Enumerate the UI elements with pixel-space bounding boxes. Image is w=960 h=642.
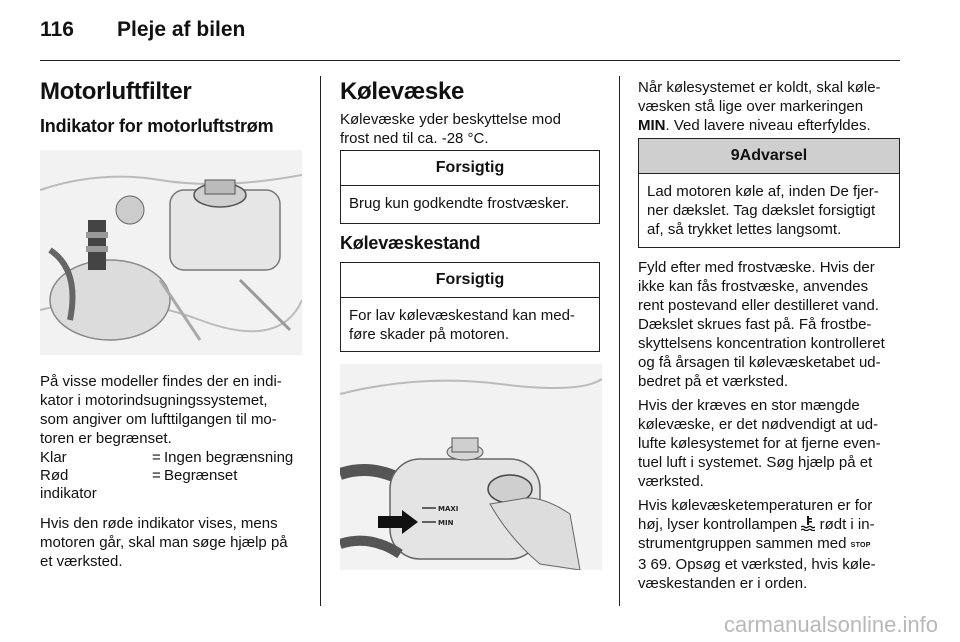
bleed-paragraph-line-5: værksted. — [638, 473, 704, 490]
column-divider-1 — [320, 76, 321, 606]
chapter-title: Pleje af bilen — [117, 18, 246, 41]
legend-term-continued: indikator — [40, 485, 97, 502]
legend-definition: Begrænset — [164, 467, 238, 484]
coolant-level-line-2: væsken stå lige over markeringen — [638, 98, 864, 115]
red-indicator-advice-line-2: motoren går, skal man søge hjælp på — [40, 534, 288, 551]
refill-instruction: . Ved lavere niveau efterfyldes. — [665, 117, 871, 134]
caution-heading: Forsigtig — [341, 151, 599, 186]
coolant-intro-line-2: frost ned til ca. -28 °C. — [340, 130, 489, 147]
temperature-paragraph-line-2 — [638, 515, 900, 534]
column-3-body — [638, 258, 900, 593]
header-rule — [40, 60, 900, 61]
legend-separator: = — [152, 449, 161, 466]
red-indicator-advice-line-1: Hvis den røde indikator vises, mens — [40, 515, 278, 532]
refill-paragraph-line-1: Fyld efter med frostvæske. Hvis der — [638, 259, 875, 276]
column-1-footer — [40, 514, 315, 571]
indicator-legend-table — [40, 449, 310, 503]
stop-indicator-icon: STOP — [850, 542, 871, 549]
engine-bay-illustration — [40, 150, 302, 355]
caution-box-low-coolant — [340, 262, 600, 352]
temperature-paragraph-line-3 — [638, 534, 900, 555]
legend-term: Rød — [40, 467, 69, 484]
warning-text-line-1: Lad motoren køle af, inden De fjer- — [647, 183, 879, 200]
subheading-coolant-level: Kølevæskestand — [340, 233, 481, 253]
watermark: carmanualsonline.info — [723, 612, 938, 637]
refill-paragraph-line-6: og få årsagen til kølevæsketabet ud- — [638, 354, 881, 371]
column-3 — [638, 78, 900, 135]
red-indicator-advice-line-3: et værksted. — [40, 553, 123, 570]
coolant-level-line-3 — [638, 116, 900, 135]
refill-paragraph-line-7: bedret på et værksted. — [638, 373, 789, 390]
caution-text — [341, 298, 599, 352]
warning-text-line-3: af, så trykket lettes langsomt. — [647, 221, 842, 238]
indicator-description-line-1: På visse modeller findes der en indi- — [40, 373, 282, 390]
column-1-body — [40, 372, 310, 448]
temperature-paragraph-line-1: Hvis kølevæsketemperaturen er for — [638, 497, 873, 514]
temp-text-c: strumentgruppen sammen med — [638, 535, 851, 552]
warning-heading — [639, 139, 899, 174]
warning-heading-text: Advarsel — [739, 147, 808, 164]
bleed-paragraph-line-1: Hvis der kræves en stor mængde — [638, 397, 860, 414]
bleed-paragraph-line-2: kølevæske, er det nødvendigt at ud- — [638, 416, 879, 433]
refill-paragraph-line-4: Dækslet skrues fast på. Få frostbe- — [638, 316, 872, 333]
coolant-reservoir-illustration — [340, 364, 602, 570]
refill-paragraph-line-5: skyttelsens koncentration kontrolleret — [638, 335, 885, 352]
refill-paragraph-line-3: rent postevand eller destilleret vand. — [638, 297, 879, 314]
column-1 — [40, 78, 305, 137]
bleed-paragraph-line-3: lufte kølesystemet for at fjerne even- — [638, 435, 881, 452]
warning-text — [639, 174, 899, 247]
temp-text-b: rødt i in- — [815, 516, 875, 533]
engine-bay-drawing — [40, 150, 302, 355]
maxi-mark-label: MAXI — [438, 505, 459, 513]
heading-engine-air-filter: Motorluftfilter — [40, 78, 192, 105]
temp-text-a: høj, lyser kontrollampen — [638, 516, 802, 533]
page-reference-arrow-icon: 3 — [638, 556, 647, 573]
refill-paragraph-line-2: ikke kan fås frostvæske, anvendes — [638, 278, 869, 295]
warning-triangle-icon: 9 — [730, 147, 740, 164]
indicator-description-line-2: kator i motorindsugningssystemet, — [40, 392, 268, 409]
legend-term: Klar — [40, 449, 67, 466]
warning-text-line-2: ner dækslet. Tag dækslet forsigtigt — [647, 202, 876, 219]
coolant-temperature-icon — [801, 516, 815, 531]
page-number: 116 — [40, 18, 74, 41]
subheading-airflow-indicator: Indikator for motorluftstrøm — [40, 116, 274, 136]
caution-text — [341, 186, 599, 221]
temp-text-d: 69. Opsøg et værksted, hvis køle- — [646, 556, 876, 573]
temperature-paragraph-line-4 — [638, 555, 900, 574]
caution-text-line-2: føre skader på motoren. — [349, 326, 510, 343]
coolant-level-line-1: Når kølesystemet er koldt, skal køle- — [638, 79, 881, 96]
temperature-paragraph-line-5: væskestanden er i orden. — [638, 575, 808, 592]
legend-definition: Ingen begrænsning — [164, 449, 294, 466]
bleed-paragraph-line-4: tuel luft i systemet. Søg hjælp på et — [638, 454, 873, 471]
caution-text-line-1: For lav kølevæskestand kan med- — [349, 307, 575, 324]
caution-heading: Forsigtig — [341, 263, 599, 298]
indicator-description-line-3: som angiver om lufttilgangen til mo- — [40, 411, 277, 428]
legend-separator: = — [152, 467, 161, 484]
heading-coolant: Kølevæske — [340, 78, 465, 105]
column-divider-2 — [619, 76, 620, 606]
coolant-reservoir-drawing — [340, 364, 602, 570]
indicator-description-line-4: toren er begrænset. — [40, 430, 172, 447]
column-2 — [340, 78, 605, 148]
caution-box-antifreeze — [340, 150, 600, 224]
warning-box — [638, 138, 900, 248]
caution-text-line: Brug kun godkendte frostvæsker. — [349, 195, 570, 212]
min-mark-label: MIN — [438, 519, 454, 527]
min-marking-text: MIN — [638, 117, 666, 134]
page-header — [40, 18, 920, 48]
coolant-intro-line-1: Kølevæske yder beskyttelse mod — [340, 111, 561, 128]
